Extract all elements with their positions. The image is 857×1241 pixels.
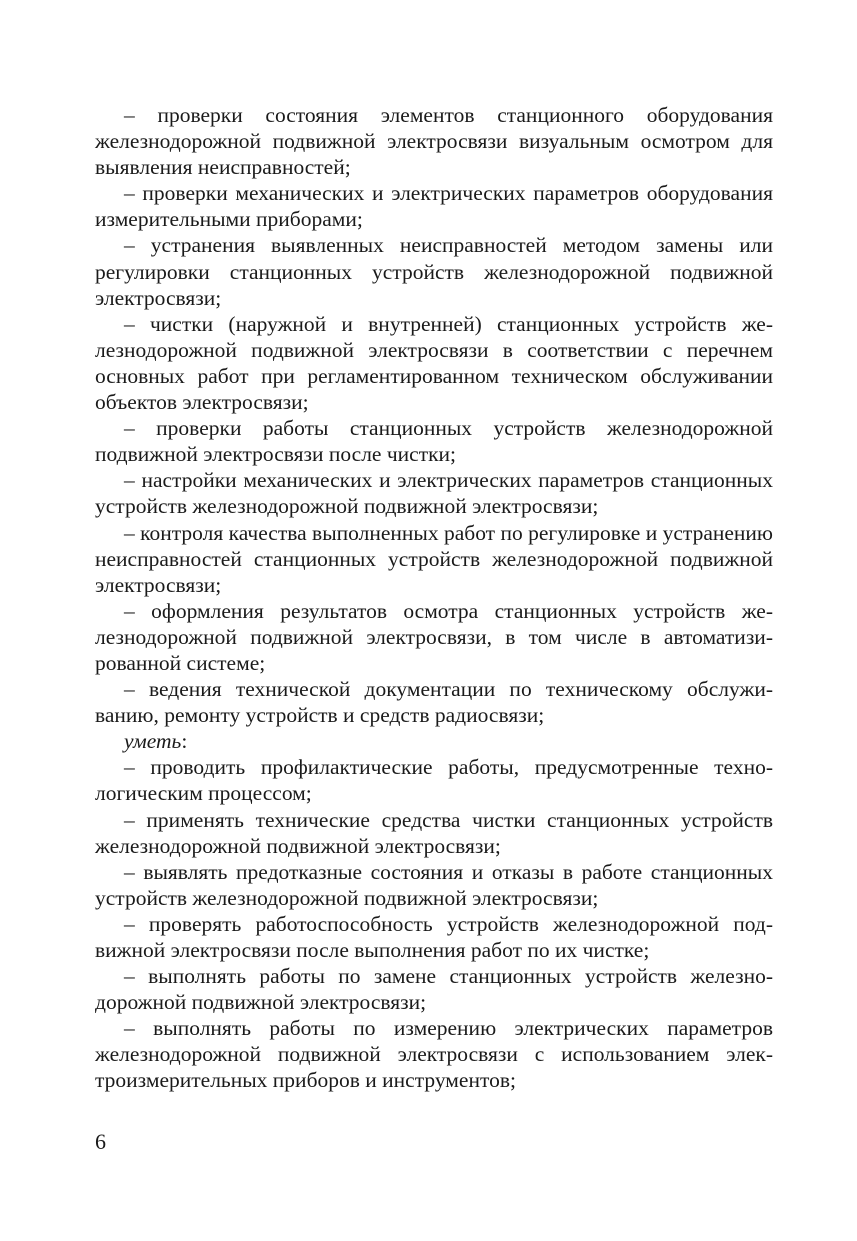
skill-item: – выявлять предотказные состояния и отказы в работе станционных устройств железнодорожной подвижной электросвязи;: [95, 859, 773, 910]
section-heading: [95, 728, 773, 754]
list-item: – оформления результатов осмотра станционных устройств железнодорожной подвижной электросвязи, в том числе в автоматизированной системе;: [95, 598, 773, 675]
heading-umet: уметь: [124, 729, 182, 754]
skill-item: – применять технические средства чистки станционных устройств железнодорожной подвижной электросвязи;: [95, 807, 773, 858]
list-item: – проверки состояния элементов станционного оборудования железнодорожной подвижной электросвязи визуальным осмотром для выявления неисправностей;: [95, 103, 773, 180]
page-body-text: [95, 102, 773, 1094]
skill-item: – выполнять работы по измерению электрических параметров железнодорожной подвижной электросвязи с использованием электроизмерительных приборов и инструментов;: [95, 1016, 773, 1093]
page-number: 6: [95, 1129, 106, 1154]
heading-colon: :: [181, 729, 188, 754]
list-item: – устранения выявленных неисправностей методом замены или регулировки станционных устройств железнодорожной подвижной электросвязи;: [95, 233, 773, 310]
skill-item: – проверять работоспособность устройств железнодорожной подвижной электросвязи после выполнения работ по их чистке;: [95, 911, 773, 962]
list-item: – проверки работы станционных устройств железнодорожной подвижной электросвязи после чистки;: [95, 416, 773, 467]
skill-item: – выполнять работы по замене станционных устройств железнодорожной подвижной электросвязи;: [95, 964, 773, 1015]
skill-item: – проводить профилактические работы, предусмотренные технологическим процессом;: [95, 755, 773, 806]
list-item: – проверки механических и электрических параметров оборудования измерительными приборами;: [95, 181, 773, 232]
list-item: – настройки механических и электрических параметров станционных устройств железнодорожной подвижной электросвязи;: [95, 468, 773, 519]
list-item: – чистки (наружной и внутренней) станционных устройств железнодорожной подвижной электросвязи в соответствии с перечнем основных работ при регламентированном техническом обслуживании объектов электросвязи;: [95, 311, 773, 415]
list-item: – контроля качества выполненных работ по регулировке и устранению неисправностей станционных устройств железнодорожной подвижной электросвязи;: [95, 520, 773, 597]
list-item: – ведения технической документации по техническому обслуживанию, ремонту устройств и средств радиосвязи;: [95, 677, 773, 728]
